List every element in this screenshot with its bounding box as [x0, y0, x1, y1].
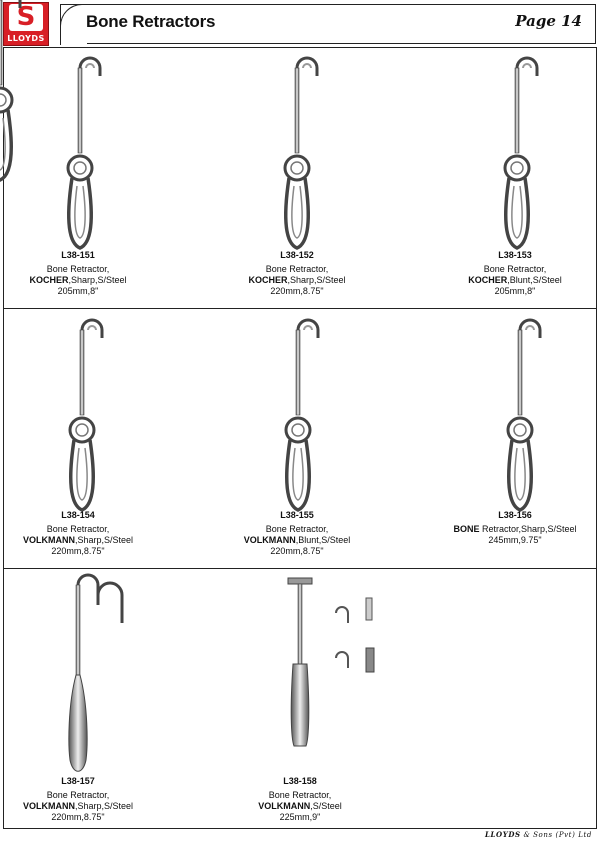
footer-company: LLOYDS & Sons (Pvt) Ltd [485, 830, 592, 839]
caption-L38-151: L38-151 Bone Retractor, KOCHER,Sharp,S/Steel 205mm,8" [29, 250, 127, 296]
instrument-L38-154 [70, 320, 102, 510]
caption-L38-156: L38-156 BONE Retractor,Sharp,S/Steel 245mm,9.75" [453, 510, 577, 545]
caption-L38-153: L38-153 Bone Retractor, KOCHER,Blunt,S/Steel 205mm,8" [468, 250, 562, 296]
caption-L38-152: L38-152 Bone Retractor, KOCHER,Sharp,S/Steel 220mm,8.75" [248, 250, 346, 296]
instrument-L38-151 [68, 58, 100, 248]
caption-L38-158: L38-158 Bone Retractor, VOLKMANN,S/Steel 225mm,9" [258, 776, 342, 822]
instrument-L38-155 [286, 320, 318, 510]
instrument-L38-152 [285, 58, 317, 248]
caption-L38-154: L38-154 Bone Retractor, VOLKMANN,Sharp,S/Steel 220mm,8.75" [22, 510, 134, 556]
caption-L38-157: L38-157 Bone Retractor, VOLKMANN,Sharp,S/Steel 220mm,8.75" [22, 776, 134, 822]
instrument-L38-157 [69, 575, 122, 771]
instrument-L38-156 [508, 320, 540, 510]
caption-L38-155: L38-155 Bone Retractor, VOLKMANN,Blunt,S/Steel 220mm,8.75" [243, 510, 351, 556]
page-title: Bone Retractors [86, 12, 216, 31]
logo-brand-text: LLOYDS [7, 34, 45, 43]
instrument-L38-153 [505, 58, 537, 248]
logo-s-icon: S [9, 4, 43, 31]
instrument-L38-158 [288, 578, 374, 746]
page-number: Page 14 [515, 12, 582, 30]
